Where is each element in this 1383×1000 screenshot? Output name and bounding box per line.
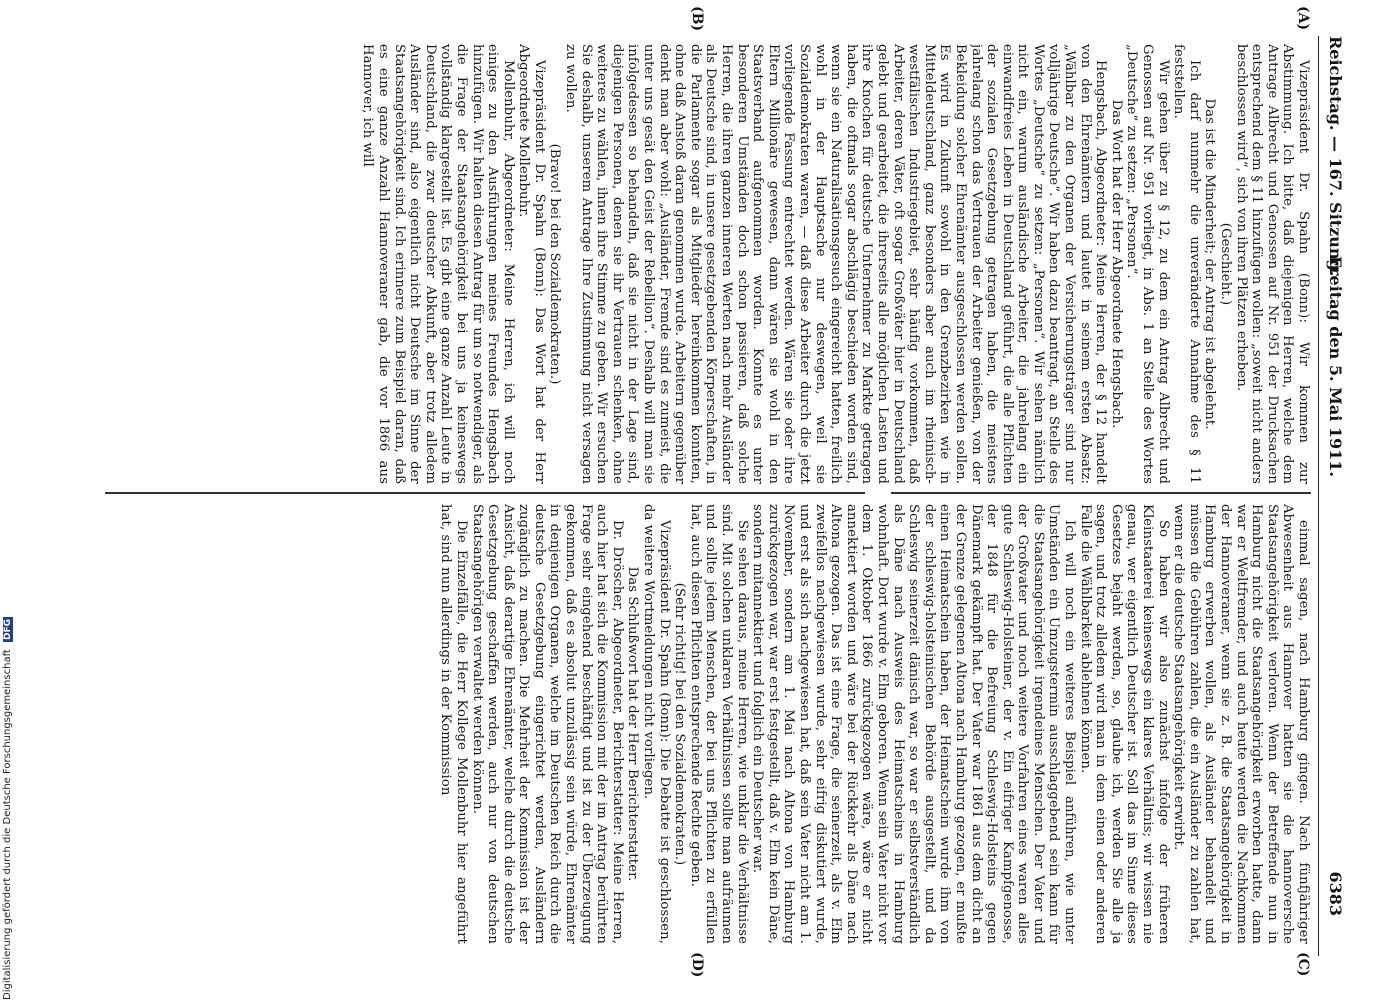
running-head	[1318, 36, 1345, 956]
dfg-logo: DFG	[3, 618, 13, 640]
margin-letter-d: (D)	[689, 952, 705, 978]
margin-letter-b: (B)	[689, 6, 705, 32]
page-number: 6383	[1326, 871, 1345, 916]
left-column-paragraph: Hengsbach, Abgeordneter: Meine Herren, der § 12 handelt von den Ehrenämtern und lautet in seinem ersten Absatz: „Wählbar zu den Organen der Versicherungsträger sind nur volljährige Deutsche“. Wir haben dazu beantragt, an Stelle des Wortes „Deutsche“ zu setzen: „Personen“. Wir sehen nämlich nicht ein, warum ausländische Arbeiter, die jahrelang ein einwandfreies Leben in Deutschland geführt, die alle Pflichten der sozialen Gesetzgebung getragen haben, die meistens jahrelang schon das Vertrauen der Arbeiter genießen, von der Bekleidung solcher Ehrenämter ausgeschlossen werden sollen. Es wird in Zukunft sowohl in den Grenzbezirken wie in Mitteldeutschland, ganz besonders aber auch im rheinisch-westfälischen Industriegebiet, sehr häufig vorkommen, daß Arbeiter, deren Väter, oft sogar Großväter hier in Deutschland gelebt und gearbeitet, die ihrerseits alle möglichen Lasten und ihre Knochen für deutsche Unternehmer zu Markte getragen haben, die oftmals sogar abschlägig beschieden worden sind, wenn sie ein Naturalisationsgesuch eingereicht hatten, freilich wohl in der Hauptsache nur deswegen, weil sie Sozialdemokraten waren, — daß diese Arbeiter durch die jetzt vorliegende Fassung entrechtet werden. Wären sie oder ihre Eltern Millionäre gewesen, dann wären sie wohl in den Staatsverband aufgenommen worden. Konnte es unter besonderen Umständen doch schon passieren, daß solche Herren, die ihren ganzen inneren Werten nach mehr Ausländer als Deutsche sind, in unsere gesetzgebenden Körperschaften, in die Parlamente sogar als Mitglieder hereinkommen konnten, ohne daß Anstoß daran genommen wurde. Arbeitern gegenüber denkt man aber wohl: „Ausländer, Fremde sind es zumeist, die unter uns gesät den Geist der Rebellion“. Deshalb will man sie infolgedessen so behandeln, daß sie nicht in der Lage sind, diejenigen Personen, denen sie ihr Vertrauen schenken, ohne weiteres zu wählen, ihnen ihre Stimme zu geben. Wir ersuchen Sie deshalb, unserem Antrage Ihre Zustimmung nicht versagen zu wollen.	[563, 44, 1109, 484]
right-column-paragraph: Dr. Dröscher, Abgeordneter, Berichterstatter: Meine Herren, auch hier hat sich die Kommission mit der im Antrag berührten Frage sehr eingehend beschäftigt und ist zu der Überzeugung gekommen, daß es absolut unzulässig sein würde, Ehrenämter in denjenigen Organen, welche im Deutschen Reich durch die deutsche Gesetzgebung eingerichtet werden, Ausländern zugänglich zu machen. Die Mehrheit der Kommission ist der Ansicht, daß derartige Ehrenämter, welche durch die deutsche Gesetzgebung geschaffen werden, auch nur von deutschen Staatsangehörigen verwaltet werden können.	[469, 504, 625, 944]
left-column-paragraph: Das Wort hat der Herr Abgeordnete Hengsbach.	[1108, 99, 1124, 429]
rotated-page-content	[95, 6, 1345, 978]
right-column-paragraph: Die Einzelfälle, die Herr Kollege Mollenbuhr hier angeführt hat, sind nun allerdings in der Kommission	[438, 504, 469, 944]
right-column-paragraph: Vizepräsident Dr. Spahn (Bonn): Die Debatte ist geschlossen, da weitere Wortmeldungen nicht vorliegen.	[641, 504, 672, 944]
left-column-paragraph: Das ist die Minderheit; der Antrag ist abgelehnt.	[1202, 98, 1218, 430]
right-column-paragraph: Ich will noch ein weiteres Beispiel anführen, wie unter Umständen ein Umzugstermin ausschlaggebend sein kann für die Staatsangehörigkeit irgendeines Menschen. Der Vater und der Großvater und noch weitere Vorfahren eines waren alles gute Schleswig-Holsteiner, der v. Ein eifriger Kampfgenosse, der 1848 für die Befreiung Schleswig-Holsteins gegen Dänemark gekämpft hat. Der Vater war 1861 aus dem dicht an der Grenze gelegenen Altona nach Hamburg gezogen, er mußte einen Heimatschein haben, der Heimatschein wurde ihm von der schleswig-holsteinischen Behörde ausgestellt, und da Schleswig seinerzeit dänisch war, so war er selbstverständlich als Däne nach Ausweis des Heimatscheins in Hamburg wohnhaft. Dort wurde v. Elm geboren. Wenn sein Vater nicht vor dem 1. Oktober 1866 zurückgezogen wäre, wäre er nicht annektiert worden und wäre bei der Rückkehr als Däne nach Altona gezogen. Das ist eine Frage, die seinerzeit, als v. Elm zweifellos nachgewiesen wurde, sehr eifrig diskutiert wurde, und erst als sich nachgewiesen hat, daß sein Vater nicht am 1. November, sondern am 1. Mai nach Altona von Hamburg zurückgezogen war, war erst festgestellt, daß v. Elm kein Däne, sondern mitannektiert und folglich ein Deutscher war.	[750, 504, 1078, 944]
left-column	[101, 44, 1311, 484]
left-column-paragraph: Mollenbuhr, Abgeordneter: Meine Herren, ich will noch einiges zu den Ausführungen meines Freundes Hengsbach hinzufügen. Wir halten diesen Antrag für um so notwendiger, als die Frage der Staatsangehörigkeit bei uns ja keineswegs vollständig klargestellt ist. Es gibt eine ganze Anzahl Leute in Deutschland, die zwar deutscher Abkunft, aber trotz alledem Ausländer sind, also eigentlich nicht Deutsche im Sinne der Staatsangehörigkeit sind. Ich erinnere zum Beispiel daran, daß es eine ganze Anzahl Hannoveraner gab, die vor 1866 aus Hannover, ich will	[360, 44, 516, 484]
left-column-paragraph: Wir gehen über zu § 12, zu dem ein Antrag Albrecht und Genossen auf Nr. 951 vorliegt, in Abs. 1 an Stelle des Wortes „Deutsche“ zu setzen: „Personen“.	[1124, 44, 1171, 484]
left-column-paragraph: Ich darf nunmehr die unveränderte Annahme des § 11 feststellen.	[1171, 44, 1202, 484]
digitization-credit	[2, 617, 13, 1000]
left-column-paragraph: (Geschieht.)	[1218, 222, 1234, 306]
credit-text: Digitalisierung gefördert durch die Deutsche Forschungsgemeinschaft	[2, 649, 13, 1000]
margin-letter-a: (A)	[1295, 6, 1311, 31]
left-column-paragraph: Vizepräsident Dr. Spahn (Bonn): Das Wort hat der Herr Abgeordnete Mollenbuhr.	[516, 44, 547, 484]
column-divider	[891, 492, 1311, 494]
left-column-paragraph: Vizepräsident Dr. Spahn (Bonn): Wir kommen zur Abstimmung. Ich bitte, daß diejenigen Herren, welche dem Antrage Albrecht und Genossen auf Nr. 951 der Drucksachen entsprechend dem § 11 hinzufügen wollen: „soweit nicht anders beschlossen wird“, sich von ihren Plätzen erheben.	[1233, 44, 1311, 484]
right-column	[101, 504, 1311, 944]
running-head-date: Freitag den 5. Mai 1911.	[1326, 256, 1345, 477]
column-divider-lower	[105, 492, 865, 494]
running-head-left: Reichstag. — 167. Sitzung.	[1326, 36, 1345, 277]
right-column-paragraph: (Sehr richtig! bei den Sozialdemokraten.)	[672, 582, 688, 866]
margin-letter-c: (C)	[1295, 952, 1311, 977]
left-column-paragraph: (Bravo! bei den Sozialdemokraten.)	[547, 143, 563, 385]
right-column-paragraph: Sie sehen daraus, meine Herren, wie unklar die Verhältnisse sind. Mit solchen unklaren Verhältnissen sollte man aufräumen und sollte jedem Menschen, der bei uns Pflichten zu erfüllen hat, auch diesen Pflichten entsprechende Rechte geben.	[687, 504, 750, 944]
right-column-paragraph: Das Schlußwort hat der Herr Berichterstatter.	[625, 566, 641, 882]
right-column-paragraph: einmal sagen, nach Hamburg gingen. Nach fünfjähriger Abwesenheit aus Hannover hatten sie die hannoversche Staatsangehörigkeit verloren. Wenn der Betreffende nun in Hamburg nicht die Staatsangehörigkeit erworben hatte, dann war er Weltfremder, und auch heute werden die Nachkommen der Hannoveraner, wenn sie z. B. die Staatsangehörigkeit in Hamburg erwerben wollen, als Ausländer behandelt und müssen die Gebühren zahlen, die ein Ausländer zu zahlen hat, wenn er die deutsche Staatsangehörigkeit erwirbt.	[1171, 504, 1311, 944]
right-column-paragraph: So haben wir also zunächst infolge der früheren Kleinstaaterei keineswegs ein klares Verhältnis; wir wissen nie genau, wer eigentlich Deutscher ist. Soll das im Sinne dieses Gesetzes bejaht werden, so, glaube ich, werden Sie alle ja sagen, und trotz alledem wird man in dem einen oder anderen Falle die Wählbarkeit ablehnen können.	[1077, 504, 1171, 944]
